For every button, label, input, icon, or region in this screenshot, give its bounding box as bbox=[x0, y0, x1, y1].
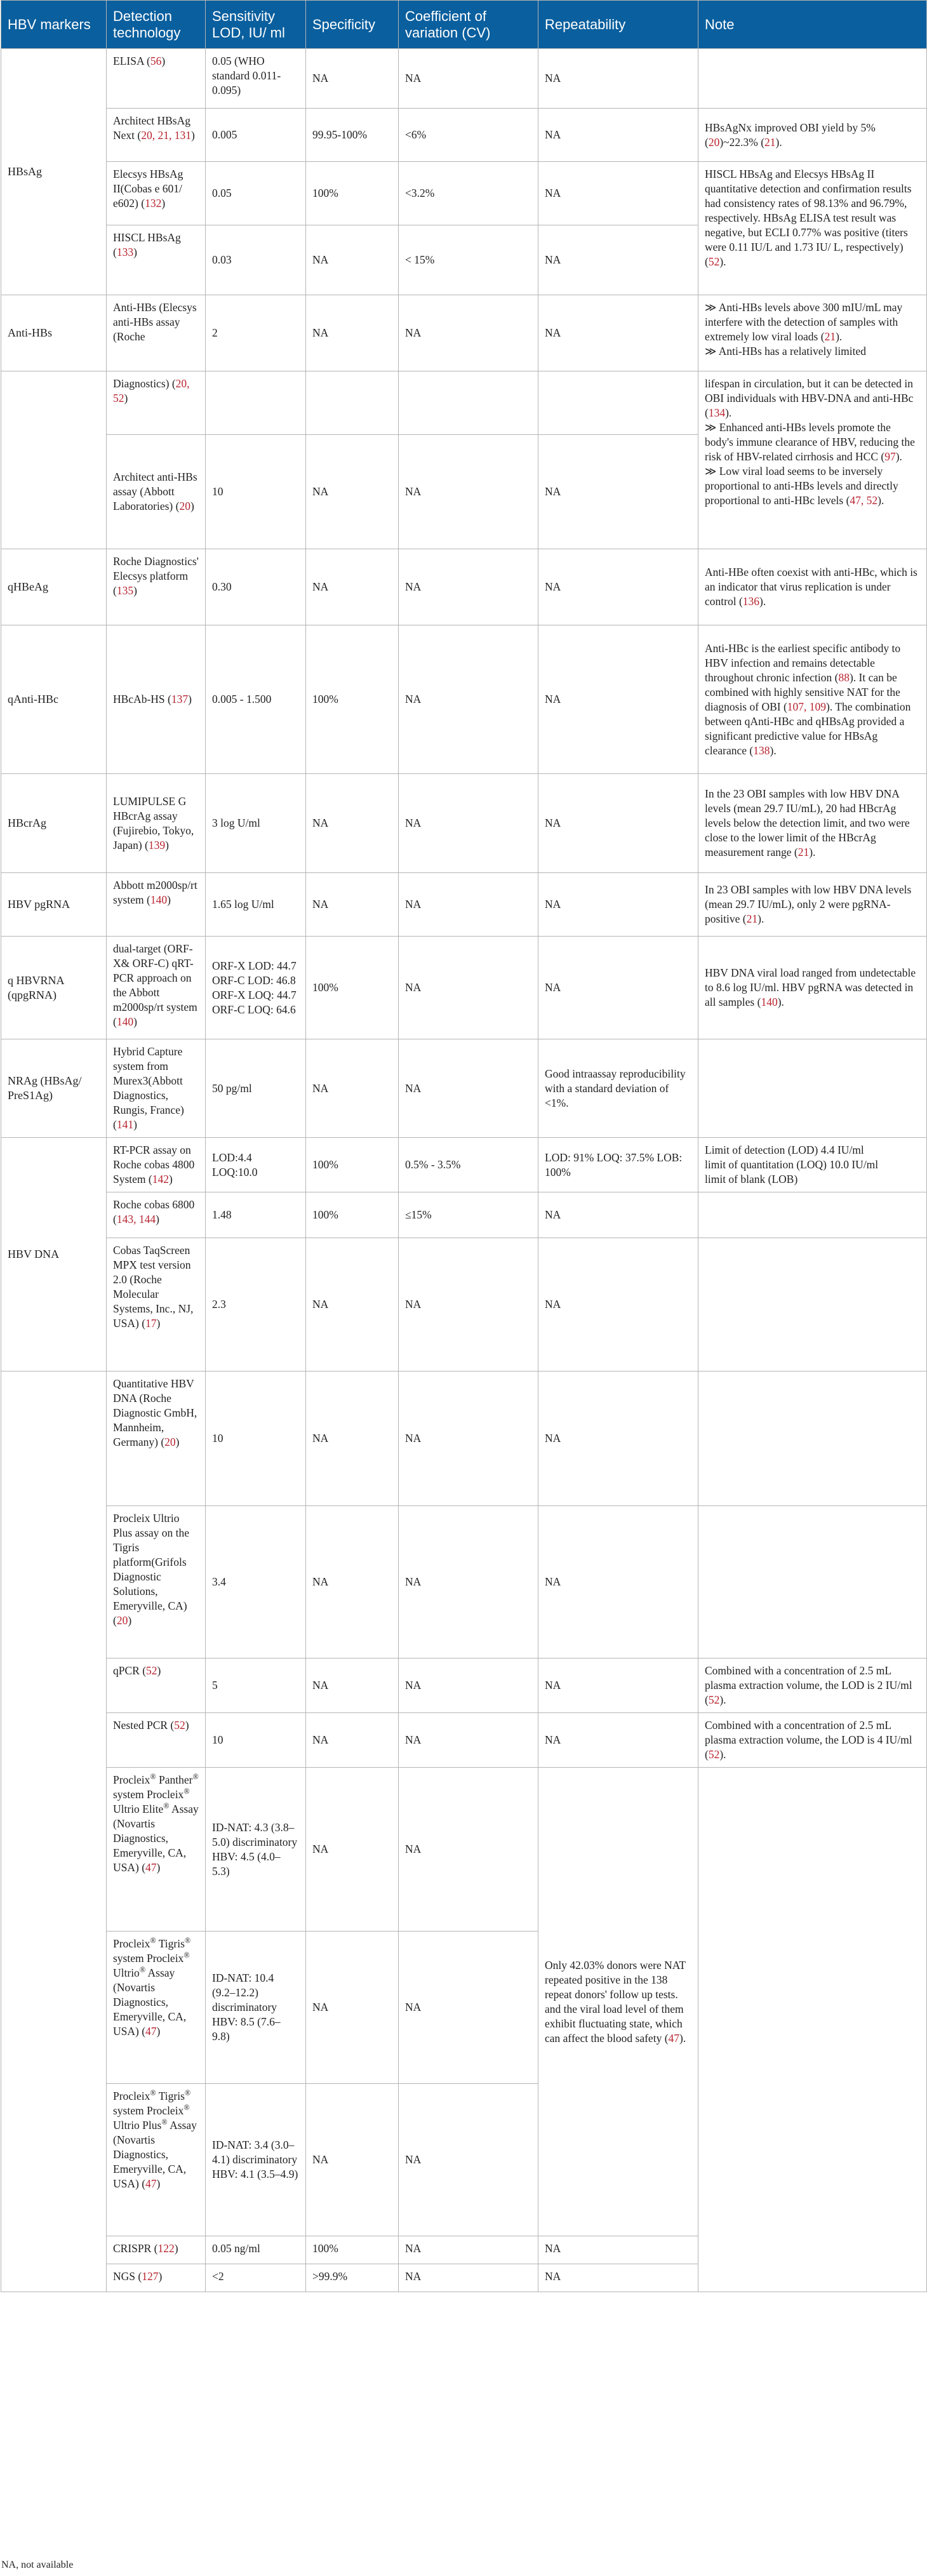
spec-cell: NA bbox=[306, 1932, 399, 2084]
lod-cell: 2.3 bbox=[206, 1238, 306, 1371]
table-row bbox=[1, 1192, 927, 1238]
rep-cell: NA bbox=[538, 1658, 698, 1713]
reference-link[interactable]: 52 bbox=[708, 1693, 720, 1706]
spec-cell bbox=[306, 371, 399, 435]
spec-cell: NA bbox=[306, 774, 399, 873]
lod-cell: 3.4 bbox=[206, 1506, 306, 1658]
note-cell: HISCL HBsAg and Elecsys HBsAg II quantitative detection and confirmation results had consistency rates of 98.13% and 96.79%, respectively. HBsAg ELISA test result was negative, but ECLI 0.77% was positive (titers were 0.11 IU/L and 1.73 IU/ L, respectively) (52). bbox=[698, 162, 927, 295]
rep-cell: NA bbox=[538, 2236, 698, 2264]
note-cell: HBsAgNx improved OBI yield by 5% (20)~22.3% (21). bbox=[698, 109, 927, 162]
lod-cell: 1.65 log U/ml bbox=[206, 873, 306, 937]
tech-cell: Diagnostics) (20, 52) bbox=[107, 371, 206, 435]
header-row bbox=[1, 1, 927, 49]
tech-cell: qPCR (52) bbox=[107, 1658, 206, 1713]
tech-cell: Quantitative HBV DNA (Roche Diagnostic GmbH, Mannheim, Germany) (20) bbox=[107, 1371, 206, 1506]
lod-cell: 0.005 - 1.500 bbox=[206, 625, 306, 774]
reference-link[interactable]: 140 bbox=[116, 1015, 134, 1028]
cv-cell bbox=[399, 371, 538, 435]
reference-link[interactable]: 97 bbox=[884, 450, 896, 463]
tech-cell: Procleix® Panther® system Procleix® Ultrio Elite® Assay (Novartis Diagnostics, Emeryville, CA, USA) (47) bbox=[107, 1768, 206, 1932]
reference-link[interactable]: 138 bbox=[753, 744, 770, 757]
rep-cell: NA bbox=[538, 549, 698, 625]
rep-cell bbox=[538, 371, 698, 435]
spec-cell: 100% bbox=[306, 2236, 399, 2264]
lod-cell: 0.005 bbox=[206, 109, 306, 162]
cv-cell: ≤15% bbox=[399, 1192, 538, 1238]
lod-cell: ID-NAT: 4.3 (3.8–5.0) discriminatory HBV: 4.5 (4.0– 5.3) bbox=[206, 1768, 306, 1932]
tech-cell: Abbott m2000sp/rt system (140) bbox=[107, 873, 206, 937]
table-row bbox=[1, 162, 927, 225]
reference-link[interactable]: 136 bbox=[742, 595, 760, 608]
tech-cell: Anti-HBs (Elecsys anti-HBs assay (Roche bbox=[107, 295, 206, 371]
reference-link[interactable]: 21 bbox=[746, 912, 758, 925]
rep-cell: NA bbox=[538, 295, 698, 371]
cv-cell: NA bbox=[399, 625, 538, 774]
reference-link[interactable]: 20 bbox=[116, 1614, 128, 1627]
reference-link[interactable]: 139 bbox=[148, 838, 166, 851]
rep-cell: NA bbox=[538, 1192, 698, 1238]
reference-link[interactable]: 133 bbox=[116, 246, 134, 258]
spec-cell: NA bbox=[306, 435, 399, 549]
lod-cell: 1.48 bbox=[206, 1192, 306, 1238]
table-row bbox=[1, 1768, 927, 1932]
reference-link[interactable]: 141 bbox=[116, 1118, 134, 1131]
rep-cell: NA bbox=[538, 774, 698, 873]
tech-cell: HISCL HBsAg (133) bbox=[107, 225, 206, 295]
note-cell bbox=[698, 49, 927, 109]
rep-cell: NA bbox=[538, 162, 698, 225]
cv-cell: NA bbox=[399, 1371, 538, 1506]
table-row bbox=[1, 1138, 927, 1192]
table-row bbox=[1, 1238, 927, 1371]
spec-cell: NA bbox=[306, 225, 399, 295]
tech-cell: Procleix Ultrio Plus assay on the Tigris platform(Grifols Diagnostic Solutions, Emeryville, CA) (20) bbox=[107, 1506, 206, 1658]
reference-link[interactable]: 143, 144 bbox=[116, 1213, 156, 1225]
reference-link[interactable]: 127 bbox=[142, 2270, 159, 2283]
marker-cell: HBV DNA bbox=[1, 1138, 107, 1371]
reference-link[interactable]: 47 bbox=[145, 2025, 157, 2038]
cv-cell: NA bbox=[399, 1039, 538, 1138]
cv-cell: 0.5% - 3.5% bbox=[399, 1138, 538, 1192]
cv-cell: NA bbox=[399, 435, 538, 549]
lod-cell bbox=[206, 371, 306, 435]
spec-cell: NA bbox=[306, 1768, 399, 1932]
spec-cell: NA bbox=[306, 1238, 399, 1371]
note-cell: Limit of detection (LOD) 4.4 IU/ml limit of quantitation (LOQ) 10.0 IU/ml limit of blank (LOB) bbox=[698, 1138, 927, 1192]
note-cell: Combined with a concentration of 2.5 mL plasma extraction volume, the LOD is 4 IU/ml (52). bbox=[698, 1713, 927, 1768]
spec-cell: NA bbox=[306, 2084, 399, 2236]
col-header-note: Note bbox=[698, 1, 927, 49]
reference-link[interactable]: 20 bbox=[708, 135, 720, 149]
reference-link[interactable]: 137 bbox=[171, 693, 189, 705]
marker-cell: HBV pgRNA bbox=[1, 873, 107, 937]
reference-link[interactable]: 140 bbox=[761, 996, 778, 1008]
marker-cell: Anti-HBs bbox=[1, 295, 107, 371]
reference-link[interactable]: 47 bbox=[145, 1861, 157, 1874]
marker-cell: HBsAg bbox=[1, 49, 107, 295]
table-row bbox=[1, 625, 927, 774]
table-row bbox=[1, 873, 927, 937]
tech-cell: Procleix® Tigris® system Procleix® Ultrio Plus® Assay (Novartis Diagnostics, Emeryville, CA, USA) (47) bbox=[107, 2084, 206, 2236]
rep-cell: NA bbox=[538, 1506, 698, 1658]
table-row bbox=[1, 937, 927, 1039]
cv-cell: NA bbox=[399, 2264, 538, 2292]
spec-cell: NA bbox=[306, 1506, 399, 1658]
spec-cell: NA bbox=[306, 1039, 399, 1138]
tech-cell: LUMIPULSE G HBcrAg assay (Fujirebio, Tokyo, Japan) (139) bbox=[107, 774, 206, 873]
lod-cell: 5 bbox=[206, 1658, 306, 1713]
lod-cell: 0.03 bbox=[206, 225, 306, 295]
table-row bbox=[1, 549, 927, 625]
spec-cell: NA bbox=[306, 1658, 399, 1713]
reference-link[interactable]: 135 bbox=[116, 584, 134, 597]
cv-cell: NA bbox=[399, 1932, 538, 2084]
reference-link[interactable]: 21 bbox=[764, 135, 776, 149]
col-header-lod: Sensitivity LOD, IU/ ml bbox=[206, 1, 306, 49]
reference-link[interactable]: 21 bbox=[797, 846, 810, 858]
reference-link[interactable]: 20 bbox=[164, 1436, 176, 1448]
lod-cell: ID-NAT: 10.4 (9.2–12.2) discriminatory HBV: 8.5 (7.6– 9.8) bbox=[206, 1932, 306, 2084]
reference-link[interactable]: 47 bbox=[145, 2177, 157, 2190]
cv-cell: NA bbox=[399, 2236, 538, 2264]
lod-cell: LOD:4.4 LOQ:10.0 bbox=[206, 1138, 306, 1192]
lod-cell: ORF-X LOD: 44.7 ORF-C LOD: 46.8 ORF-X LOQ: 44.7 ORF-C LOQ: 64.6 bbox=[206, 937, 306, 1039]
cv-cell: NA bbox=[399, 49, 538, 109]
table-row bbox=[1, 49, 927, 109]
table-row bbox=[1, 1658, 927, 1713]
reference-link[interactable]: 142 bbox=[152, 1173, 169, 1185]
rep-cell: NA bbox=[538, 435, 698, 549]
col-header-marker: HBV markers bbox=[1, 1, 107, 49]
spec-cell: NA bbox=[306, 1713, 399, 1768]
tech-cell: Elecsys HBsAg II(Cobas e 601/ e602) (132) bbox=[107, 162, 206, 225]
table-row bbox=[1, 774, 927, 873]
spec-cell: NA bbox=[306, 295, 399, 371]
lod-cell: 10 bbox=[206, 435, 306, 549]
lod-cell: 0.05 ng/ml bbox=[206, 2236, 306, 2264]
table-footnote: NA, not available bbox=[1, 2559, 74, 2570]
marker-cell: q HBVRNA (qpgRNA) bbox=[1, 937, 107, 1039]
cv-cell: NA bbox=[399, 295, 538, 371]
lod-cell: <2 bbox=[206, 2264, 306, 2292]
note-cell: Anti-HBe often coexist with anti-HBc, which is an indicator that virus replication is under control (136). bbox=[698, 549, 927, 625]
tech-cell: RT-PCR assay on Roche cobas 4800 System (142) bbox=[107, 1138, 206, 1192]
col-header-rep: Repeatability bbox=[538, 1, 698, 49]
table-row bbox=[1, 371, 927, 435]
cv-cell: < 15% bbox=[399, 225, 538, 295]
lod-cell: 10 bbox=[206, 1713, 306, 1768]
note-cell bbox=[698, 1039, 927, 1138]
cv-cell: NA bbox=[399, 1506, 538, 1658]
reference-link[interactable]: 20, 52 bbox=[113, 377, 190, 404]
note-cell: Anti-HBc is the earliest specific antibody to HBV infection and remains detectable throughout chronic infection (88). It can be combined with highly sensitive NAT for the diagnosis of OBI (107, 109). The combination between qAnti-HBc and qHBsAg provided a significant predictive value for HBsAg clearance (138). bbox=[698, 625, 927, 774]
tech-cell: Architect anti-HBs assay (Abbott Laboratories) (20) bbox=[107, 435, 206, 549]
rep-cell: NA bbox=[538, 1238, 698, 1371]
reference-link[interactable]: 134 bbox=[708, 406, 726, 419]
cv-cell: NA bbox=[399, 937, 538, 1039]
tech-cell: Nested PCR (52) bbox=[107, 1713, 206, 1768]
note-cell: ≫ Anti-HBs levels above 300 mIU/mL may interfere with the detection of samples with extremely low viral loads (21). ≫ Anti-HBs has a relatively limited bbox=[698, 295, 927, 371]
rep-cell: Only 42.03% donors were NAT repeated positive in the 138 repeat donors' follow up tests. and the viral load level of them exhibit fluctuating state, which can affect the blood safety (47). bbox=[538, 1768, 698, 2236]
cv-cell: NA bbox=[399, 1713, 538, 1768]
lod-cell: ID-NAT: 3.4 (3.0–4.1) discriminatory HBV: 4.1 (3.5–4.9) bbox=[206, 2084, 306, 2236]
rep-cell: NA bbox=[538, 873, 698, 937]
spec-cell: NA bbox=[306, 549, 399, 625]
cv-cell: NA bbox=[399, 2084, 538, 2236]
tech-cell: Procleix® Tigris® system Procleix® Ultrio® Assay (Novartis Diagnostics, Emeryville, CA, USA) (47) bbox=[107, 1932, 206, 2084]
cv-cell: NA bbox=[399, 549, 538, 625]
table-row bbox=[1, 1371, 927, 1506]
col-header-cv: Coefficient of variation (CV) bbox=[399, 1, 538, 49]
note-cell: Combined with a concentration of 2.5 mL plasma extraction volume, the LOD is 2 IU/ml (52). bbox=[698, 1658, 927, 1713]
spec-cell: 100% bbox=[306, 162, 399, 225]
note-cell: In 23 OBI samples with low HBV DNA levels (mean 29.7 IU/mL), only 2 were pgRNA-positive (21). bbox=[698, 873, 927, 937]
spec-cell: 100% bbox=[306, 937, 399, 1039]
marker-cell bbox=[1, 371, 107, 549]
tech-cell: Architect HBsAg Next (20, 21, 131) bbox=[107, 109, 206, 162]
marker-cell: qHBeAg bbox=[1, 549, 107, 625]
cv-cell: <6% bbox=[399, 109, 538, 162]
cv-cell: NA bbox=[399, 1658, 538, 1713]
marker-cell: HBcrAg bbox=[1, 774, 107, 873]
note-cell bbox=[698, 1238, 927, 1371]
spec-cell: >99.9% bbox=[306, 2264, 399, 2292]
tech-cell: NGS (127) bbox=[107, 2264, 206, 2292]
spec-cell: 100% bbox=[306, 625, 399, 774]
col-header-spec: Specificity bbox=[306, 1, 399, 49]
tech-cell: dual-target (ORF-X& ORF-C) qRT-PCR approach on the Abbott m2000sp/rt system (140) bbox=[107, 937, 206, 1039]
spec-cell: 100% bbox=[306, 1138, 399, 1192]
lod-cell: 3 log U/ml bbox=[206, 774, 306, 873]
lod-cell: 0.05 (WHO standard 0.011-0.095) bbox=[206, 49, 306, 109]
table-row bbox=[1, 109, 927, 162]
tech-cell: Roche cobas 6800 (143, 144) bbox=[107, 1192, 206, 1238]
lod-cell: 50 pg/ml bbox=[206, 1039, 306, 1138]
tech-cell: Hybrid Capture system from Murex3(Abbott Diagnostics, Rungis, France) (141) bbox=[107, 1039, 206, 1138]
reference-link[interactable]: 20 bbox=[179, 500, 190, 512]
table-row bbox=[1, 295, 927, 371]
reference-link[interactable]: 88 bbox=[838, 671, 850, 684]
hbv-markers-table bbox=[1, 0, 927, 2292]
tech-cell: Cobas TaqScreen MPX test version 2.0 (Roche Molecular Systems, Inc., NJ, USA) (17) bbox=[107, 1238, 206, 1371]
note-cell: HBV DNA viral load ranged from undetectable to 8.6 log IU/ml. HBV pgRNA was detected in all samples (140). bbox=[698, 937, 927, 1039]
tech-cell: Roche Diagnostics' Elecsys platform (135) bbox=[107, 549, 206, 625]
cv-cell: NA bbox=[399, 1238, 538, 1371]
spec-cell: NA bbox=[306, 873, 399, 937]
note-cell: lifespan in circulation, but it can be detected in OBI individuals with HBV-DNA and anti-HBc (134). ≫ Enhanced anti-HBs levels promote the body's immune clearance of HBV, reducing the risk of HBV-related cirrhosis and HCC (97). ≫ Low viral load seems to be inversely proportional to anti-HBs levels and directly proportional to anti-HBc levels (47, 52). bbox=[698, 371, 927, 549]
note-cell bbox=[698, 1192, 927, 1238]
rep-cell: NA bbox=[538, 625, 698, 774]
lod-cell: 0.05 bbox=[206, 162, 306, 225]
lod-cell: 2 bbox=[206, 295, 306, 371]
rep-cell: NA bbox=[538, 1713, 698, 1768]
marker-cell: qAnti-HBc bbox=[1, 625, 107, 774]
lod-cell: 10 bbox=[206, 1371, 306, 1506]
rep-cell: NA bbox=[538, 225, 698, 295]
spec-cell: NA bbox=[306, 1371, 399, 1506]
tech-cell: HBcAb-HS (137) bbox=[107, 625, 206, 774]
spec-cell: NA bbox=[306, 49, 399, 109]
spec-cell: 99.95-100% bbox=[306, 109, 399, 162]
reference-link[interactable]: 132 bbox=[145, 197, 162, 210]
note-cell bbox=[698, 1768, 927, 2292]
rep-cell: LOD: 91% LOQ: 37.5% LOB: 100% bbox=[538, 1138, 698, 1192]
reference-link[interactable]: 52 bbox=[174, 1719, 185, 1732]
reference-link[interactable]: 47, 52 bbox=[850, 494, 878, 507]
cv-cell: NA bbox=[399, 774, 538, 873]
rep-cell: NA bbox=[538, 109, 698, 162]
reference-link[interactable]: 56 bbox=[150, 55, 162, 67]
note-cell bbox=[698, 1506, 927, 1658]
reference-link[interactable]: 17 bbox=[145, 1317, 157, 1330]
note-cell: In the 23 OBI samples with low HBV DNA levels (mean 29.7 IU/mL), 20 had HBcrAg levels below the detection limit, and two were close to the lower limit of the HBcrAg measurement range (21). bbox=[698, 774, 927, 873]
reference-link[interactable]: 52 bbox=[708, 255, 720, 268]
cv-cell: NA bbox=[399, 873, 538, 937]
reference-link[interactable]: 107, 109 bbox=[787, 700, 827, 713]
rep-cell: NA bbox=[538, 937, 698, 1039]
rep-cell: NA bbox=[538, 1371, 698, 1506]
col-header-tech: Detection technology bbox=[107, 1, 206, 49]
spec-cell: 100% bbox=[306, 1192, 399, 1238]
rep-cell: Good intraassay reproducibility with a standard deviation of <1%. bbox=[538, 1039, 698, 1138]
note-cell bbox=[698, 1371, 927, 1506]
reference-link[interactable]: 140 bbox=[150, 893, 168, 906]
reference-link[interactable]: 52 bbox=[708, 1748, 720, 1761]
tech-cell: ELISA (56) bbox=[107, 49, 206, 109]
table-row bbox=[1, 1506, 927, 1658]
rep-cell: NA bbox=[538, 49, 698, 109]
cv-cell: NA bbox=[399, 1768, 538, 1932]
reference-link[interactable]: 47 bbox=[668, 2031, 680, 2045]
tech-cell: CRISPR (122) bbox=[107, 2236, 206, 2264]
reference-link[interactable]: 20, 21, 131 bbox=[141, 129, 191, 142]
rep-cell: NA bbox=[538, 2264, 698, 2292]
reference-link[interactable]: 122 bbox=[157, 2242, 175, 2255]
reference-link[interactable]: 52 bbox=[146, 1664, 157, 1677]
lod-cell: 0.30 bbox=[206, 549, 306, 625]
cv-cell: <3.2% bbox=[399, 162, 538, 225]
table-row bbox=[1, 1713, 927, 1768]
marker-cell: NRAg (HBsAg/ PreS1Ag) bbox=[1, 1039, 107, 1138]
marker-cell bbox=[1, 1371, 107, 2292]
reference-link[interactable]: 21 bbox=[824, 330, 836, 343]
table-row bbox=[1, 1039, 927, 1138]
